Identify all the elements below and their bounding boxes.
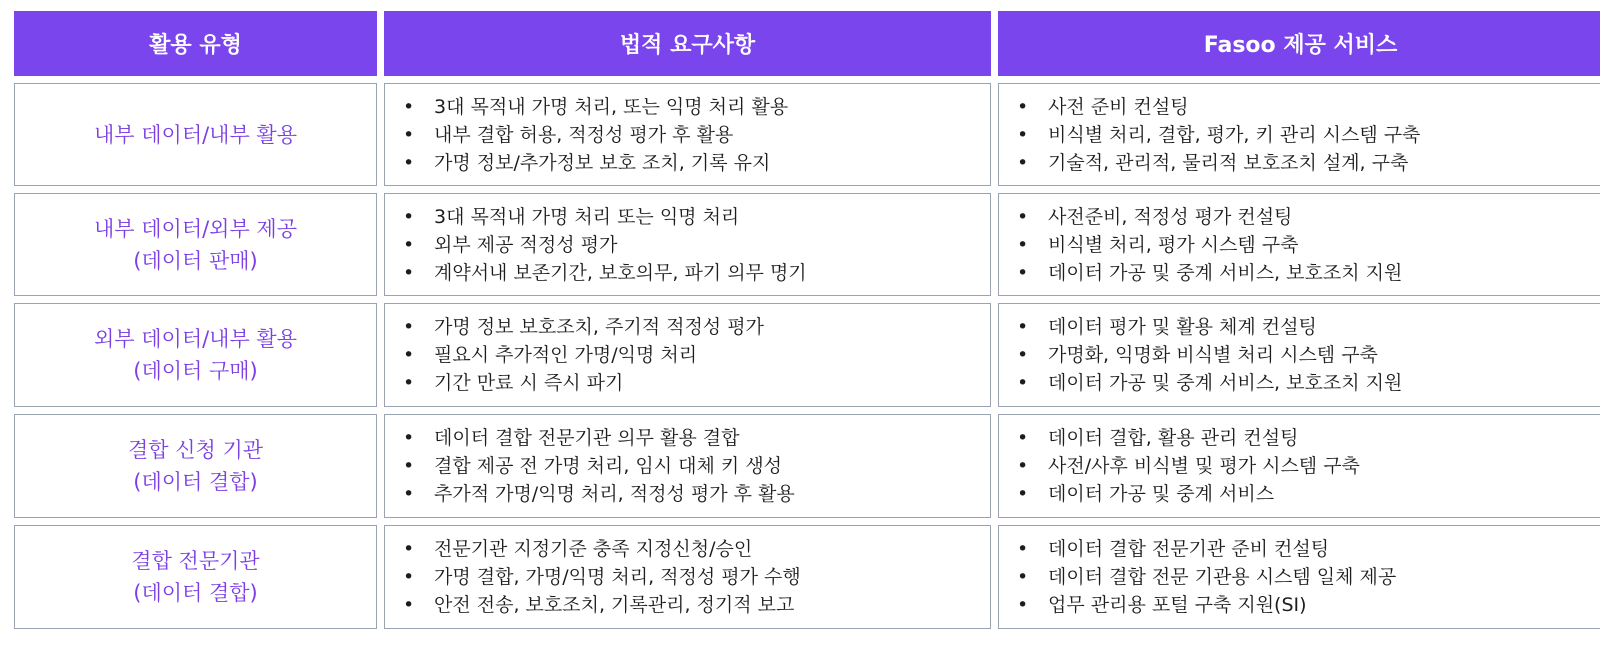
row-fasoo-services [998, 303, 1600, 407]
usage-type-sublabel: (데이터 구매) [133, 359, 258, 383]
list-item: • 데이터 평가 및 활용 체계 컨설팅 [1017, 313, 1600, 341]
list-item: • 기간 만료 시 즉시 파기 [403, 369, 990, 397]
list-item: • 기술적, 관리적, 물리적 보호조치 설계, 구축 [1017, 149, 1600, 177]
header-fasoo-services: Fasoo 제공 서비스 [998, 11, 1600, 76]
usage-type-label: 내부 데이터/외부 제공 [94, 216, 297, 241]
row-fasoo-services [998, 83, 1600, 186]
row-fasoo-services [998, 193, 1600, 296]
usage-type-sublabel: (데이터 결합) [133, 470, 258, 494]
list-item: • 외부 제공 적정성 평가 [403, 231, 990, 259]
row-fasoo-services [998, 525, 1600, 629]
row-legal-requirements [384, 303, 991, 407]
list-item: • 데이터 결합 전문기관 준비 컨설팅 [1017, 535, 1600, 563]
usage-type-sublabel: (데이터 판매) [133, 248, 258, 273]
list-item: • 계약서내 보존기간, 보호의무, 파기 의무 명기 [403, 259, 990, 287]
list-item: • 비식별 처리, 결합, 평가, 키 관리 시스템 구축 [1017, 121, 1600, 149]
list-item: • 가명 정보/추가정보 보호 조치, 기록 유지 [403, 149, 990, 177]
list-item: • 사전준비, 적정성 평가 컨설팅 [1017, 203, 1600, 231]
row-usage-type [14, 303, 377, 407]
row-usage-type [14, 414, 377, 518]
list-item: • 결합 제공 전 가명 처리, 임시 대체 키 생성 [403, 452, 990, 480]
usage-type-table [14, 11, 1600, 629]
row-legal-requirements [384, 83, 991, 186]
row-legal-requirements [384, 414, 991, 518]
list-item: • 가명화, 익명화 비식별 처리 시스템 구축 [1017, 341, 1600, 369]
list-item: • 데이터 가공 및 중계 서비스, 보호조치 지원 [1017, 369, 1600, 397]
list-item: • 내부 결합 허용, 적정성 평가 후 활용 [403, 121, 990, 149]
list-item: • 추가적 가명/익명 처리, 적정성 평가 후 활용 [403, 480, 990, 508]
list-item: • 업무 관리용 포털 구축 지원(SI) [1017, 591, 1600, 619]
header-usage-type: 활용 유형 [14, 11, 377, 76]
row-legal-requirements [384, 193, 991, 296]
list-item: • 데이터 가공 및 중계 서비스, 보호조치 지원 [1017, 259, 1600, 287]
row-fasoo-services [998, 414, 1600, 518]
usage-type-label: 결합 전문기관 [131, 549, 260, 573]
list-item: • 전문기관 지정기준 충족 지정신청/승인 [403, 535, 990, 563]
usage-type-label: 외부 데이터/내부 활용 [94, 327, 297, 351]
list-item: • 비식별 처리, 평가 시스템 구축 [1017, 231, 1600, 259]
usage-type-label: 내부 데이터/내부 활용 [94, 122, 297, 147]
row-usage-type [14, 193, 377, 296]
list-item: • 사전/사후 비식별 및 평가 시스템 구축 [1017, 452, 1600, 480]
list-item: • 데이터 결합, 활용 관리 컨설팅 [1017, 424, 1600, 452]
list-item: • 데이터 결합 전문기관 의무 활용 결합 [403, 424, 990, 452]
row-usage-type [14, 83, 377, 186]
row-legal-requirements [384, 525, 991, 629]
list-item: • 3대 목적내 가명 처리, 또는 익명 처리 활용 [403, 93, 990, 121]
header-legal-requirements: 법적 요구사항 [384, 11, 991, 76]
list-item: • 가명 정보 보호조치, 주기적 적정성 평가 [403, 313, 990, 341]
list-item: • 데이터 결합 전문 기관용 시스템 일체 제공 [1017, 563, 1600, 591]
row-usage-type [14, 525, 377, 629]
list-item: • 사전 준비 컨설팅 [1017, 93, 1600, 121]
usage-type-label: 결합 신청 기관 [127, 438, 264, 462]
list-item: • 안전 전송, 보호조치, 기록관리, 정기적 보고 [403, 591, 990, 619]
usage-type-sublabel: (데이터 결합) [133, 581, 258, 605]
list-item: • 3대 목적내 가명 처리 또는 익명 처리 [403, 203, 990, 231]
list-item: • 가명 결합, 가명/익명 처리, 적정성 평가 수행 [403, 563, 990, 591]
list-item: • 데이터 가공 및 중계 서비스 [1017, 480, 1600, 508]
list-item: • 필요시 추가적인 가명/익명 처리 [403, 341, 990, 369]
